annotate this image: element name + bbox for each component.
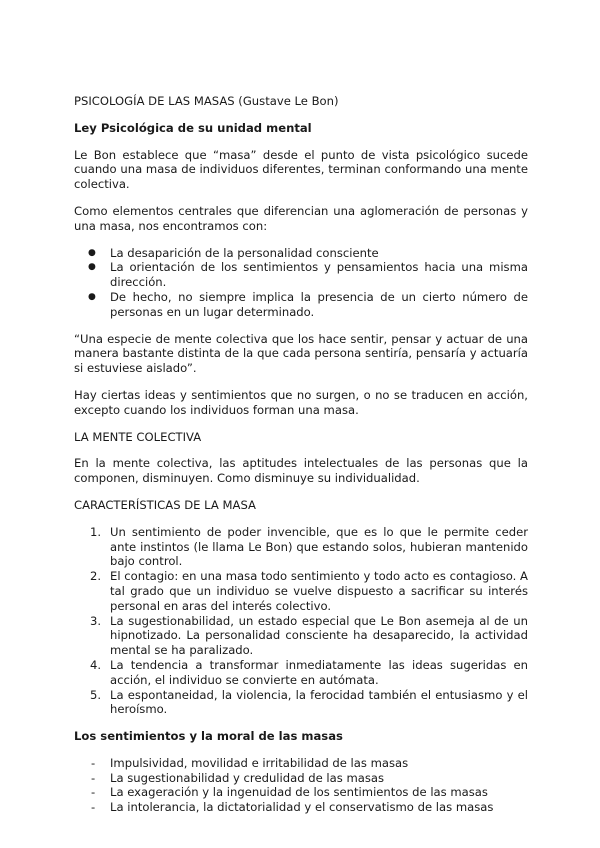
section-heading-unidad-mental: Ley Psicológica de su unidad mental: [74, 120, 312, 135]
section-heading-sentimientos-moral: Los sentimientos y la moral de las masas: [74, 729, 343, 744]
document-page: [74, 94, 528, 827]
paragraph-masa-definition: Le Bon establece que “masa” desde el punto de vista psicológico sucede cuando una masa de individuos diferentes, terminan conformando una mente colectiva.: [74, 147, 528, 192]
item-number: 3.: [90, 613, 102, 628]
item-number: 4.: [90, 657, 102, 672]
numbered-item-text: La espontaneidad, la violencia, la ferocidad también el entusiasmo y el heroísmo.: [110, 687, 528, 717]
dash-item: [74, 756, 528, 771]
numbered-list-caracteristicas: [74, 525, 528, 717]
numbered-item-text: La sugestionabilidad, un estado especial que Le Bon asemeja al de un hipnotizado. La personalidad consciente ha desaparecido, la actividad mental se ha paralizado.: [110, 613, 528, 658]
numbered-item-text: La tendencia a transformar inmediatamente las ideas sugeridas en acción, el individuo se convierte en autómata.: [110, 657, 528, 687]
dash-item: [74, 800, 528, 815]
document-title: PSICOLOGÍA DE LAS MASAS (Gustave Le Bon): [74, 94, 339, 108]
dash-item-text: Impulsividad, movilidad e irritabilidad de las masas: [110, 755, 409, 770]
bullet-item: [74, 246, 528, 261]
item-number: 5.: [90, 687, 102, 702]
bullet-item-text: La orientación de los sentimientos y pensamientos hacia una misma dirección.: [110, 260, 528, 290]
dash-item: [74, 785, 528, 800]
paragraph-elementos-centrales: Como elementos centrales que diferencian una aglomeración de personas y una masa, nos encontramos con:: [74, 203, 528, 233]
bullet-icon: ●: [88, 247, 96, 258]
section-heading-mente-colectiva: LA MENTE COLECTIVA: [74, 429, 202, 444]
dash-item-text: La sugestionabilidad y credulidad de las masas: [110, 770, 385, 785]
bullet-list-elementos: [74, 246, 528, 320]
bullet-item-text: La desaparición de la personalidad consciente: [110, 245, 379, 260]
dash-icon: -: [91, 770, 96, 785]
bullet-item: [74, 290, 528, 320]
numbered-item: [74, 525, 528, 569]
bullet-icon: ●: [88, 262, 96, 273]
dash-icon: -: [91, 800, 96, 815]
dash-item-text: La exageración y la ingenuidad de los sentimientos de las masas: [110, 785, 488, 800]
dash-icon: -: [91, 755, 96, 770]
dash-item: [74, 771, 528, 786]
paragraph-mente-colectiva: En la mente colectiva, las aptitudes intelectuales de las personas que la componen, disminuyen. Como disminuye su individualidad.: [74, 456, 528, 486]
dash-item-text: La intolerancia, la dictatorialidad y el conservatismo de las masas: [110, 800, 494, 815]
section-heading-caracteristicas: CARACTERÍSTICAS DE LA MASA: [74, 497, 256, 512]
dash-list-sentimientos: [74, 756, 528, 815]
bullet-item-text: De hecho, no siempre implica la presencia de un cierto número de personas en un lugar determinado.: [110, 289, 528, 319]
paragraph-quote: “Una especie de mente colectiva que los hace sentir, pensar y actuar de una manera bastante distinta de la que cada persona sentiría, pensaría y actuaría si estuviese aislado”.: [74, 331, 528, 376]
numbered-item: [74, 614, 528, 658]
paragraph-ideas-sentimientos: Hay ciertas ideas y sentimientos que no surgen, o no se traducen en acción, excepto cuando los individuos forman una masa.: [74, 387, 528, 417]
item-number: 1.: [90, 524, 102, 539]
numbered-item-text: El contagio: en una masa todo sentimiento y todo acto es contagioso. A tal grado que un individuo se vuelve dispuesto a sacrificar su interés personal en aras del interés colectivo.: [110, 569, 528, 613]
numbered-item: [74, 658, 528, 688]
item-number: 2.: [90, 569, 102, 584]
bullet-icon: ●: [88, 291, 96, 302]
numbered-item: [74, 569, 528, 613]
numbered-item-text: Un sentimiento de poder invencible, que es lo que le permite ceder ante instintos (le llama Le Bon) que estando solos, hubieran mantenido bajo control.: [110, 524, 528, 569]
dash-icon: -: [91, 785, 96, 800]
bullet-item: [74, 260, 528, 290]
numbered-item: [74, 688, 528, 718]
